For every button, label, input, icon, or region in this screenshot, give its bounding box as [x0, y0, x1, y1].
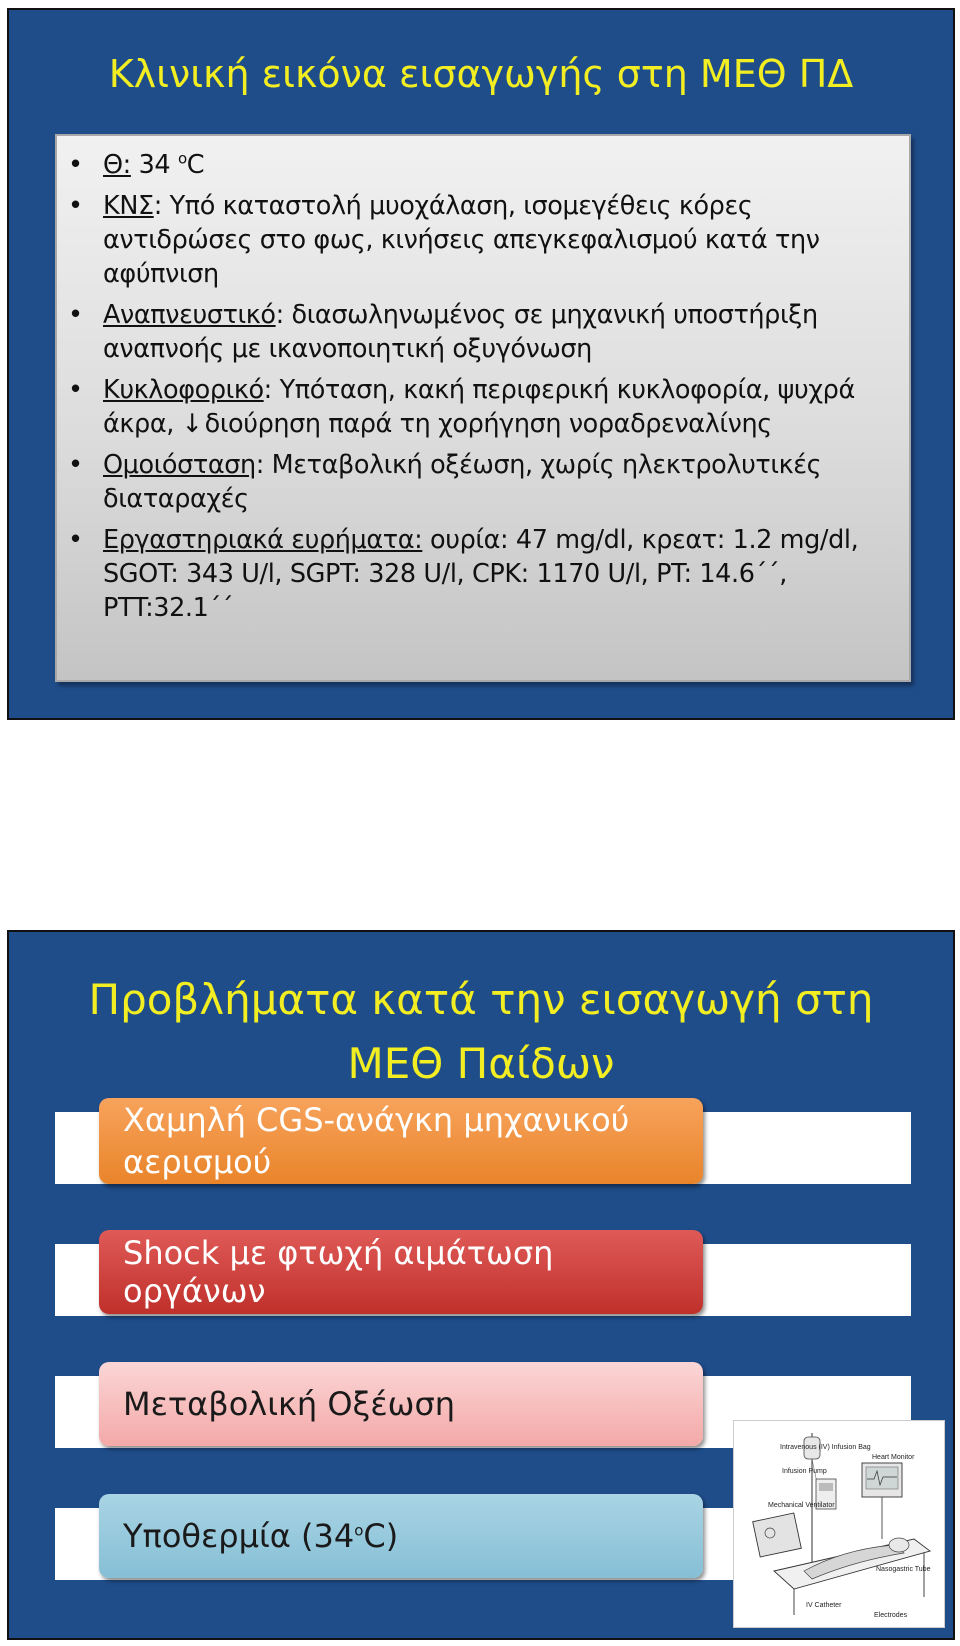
- title-line-2: ΜΕΘ Παίδων: [347, 1039, 615, 1088]
- item-text: : διασωληνωμένος σε μηχανική υποστήριξη αναπνοής με ικανοποιητική οξυγόνωση: [103, 300, 818, 364]
- item-text: : Υπόταση, κακή περιφερική κυκλοφορία, ψυχρά άκρα,: [103, 375, 855, 439]
- list-item-circulatory: [103, 373, 887, 441]
- list-item-temperature: [103, 148, 887, 182]
- list-item-homeostasis: [103, 448, 887, 516]
- content-panel: [55, 134, 911, 682]
- icu-equipment-illustration: [733, 1420, 945, 1628]
- item-text-unit: C: [186, 150, 205, 180]
- item-label: Ομοιόσταση: [103, 450, 256, 480]
- item-text: ουρία: 47 mg/dl, κρεατ: 1.2 mg/dl, SGOT: 343 U/l, SGPT: 328 U/l, CPK: 1170 U/l, PT: 14.6΄΄, PTT:32.1΄΄: [103, 525, 859, 623]
- item-label: Θ:: [103, 150, 131, 180]
- problem-text-part: Υποθερμία (34: [123, 1517, 355, 1555]
- problem-text: Χαμηλή CGS-ανάγκη μηχανικού αερισμού: [123, 1101, 630, 1181]
- problem-box-acidosis: [99, 1362, 703, 1446]
- slide-admission-problems: [7, 930, 955, 1640]
- label-ng-tube: Nasogastric Tube: [876, 1566, 931, 1573]
- degree-sup: o: [177, 149, 187, 168]
- item-label: Αναπνευστικό: [103, 300, 276, 330]
- list-item-respiratory: [103, 298, 887, 366]
- item-label: Κυκλοφορικό: [103, 375, 264, 405]
- item-label: Εργαστηριακά ευρήματα:: [103, 525, 423, 555]
- problem-text-unit: C): [363, 1517, 399, 1555]
- label-ventilator: Mechanical Ventilator: [768, 1502, 835, 1509]
- problem-text: Μεταβολική Οξέωση: [123, 1385, 456, 1423]
- problem-box-hypothermia: [99, 1494, 703, 1578]
- list-item-cns: [103, 189, 887, 291]
- slide-title: Κλινική εικόνα εισαγωγής στη ΜΕΘ ΠΔ: [108, 52, 854, 96]
- icu-bed-drawing: [734, 1421, 944, 1627]
- down-arrow-icon: ↓: [181, 409, 203, 439]
- problem-text: Shock με φτωχή αιμάτωση οργάνων: [123, 1234, 554, 1310]
- item-text: : Υπό καταστολή μυοχάλαση, ισομεγέθεις κόρες αντιδρώσες στο φως, κινήσεις απεγκεφαλισμού κατά την αφύπνιση: [103, 191, 820, 289]
- problem-text: [123, 1517, 398, 1555]
- label-iv-catheter: IV Catheter: [806, 1602, 842, 1609]
- label-heart-monitor: Heart Monitor: [872, 1454, 915, 1461]
- slide-title: [9, 968, 953, 1096]
- problem-box-shock: [99, 1230, 703, 1314]
- slide-clinical-picture: [7, 8, 955, 720]
- list-item-lab-findings: [103, 523, 887, 625]
- item-label: ΚΝΣ: [103, 191, 154, 221]
- item-text-continued: διούρηση παρά τη χορήγηση νοραδρεναλίνης: [204, 409, 772, 439]
- bullet-list: [57, 136, 909, 625]
- problem-box-low-cgs: [99, 1098, 703, 1184]
- item-text: : Μεταβολική οξέωση, χωρίς ηλεκτρολυτικές διαταραχές: [103, 450, 822, 514]
- item-text: 34: [130, 150, 178, 180]
- degree-sup: o: [354, 1521, 364, 1540]
- label-electrodes: Electrodes: [874, 1612, 908, 1619]
- label-iv-bag: Intravenous (IV) Infusion Bag: [780, 1444, 871, 1451]
- label-infusion-pump: Infusion Pump: [782, 1468, 827, 1475]
- title-line-1: Προβλήματα κατά την εισαγωγή στη: [88, 975, 874, 1024]
